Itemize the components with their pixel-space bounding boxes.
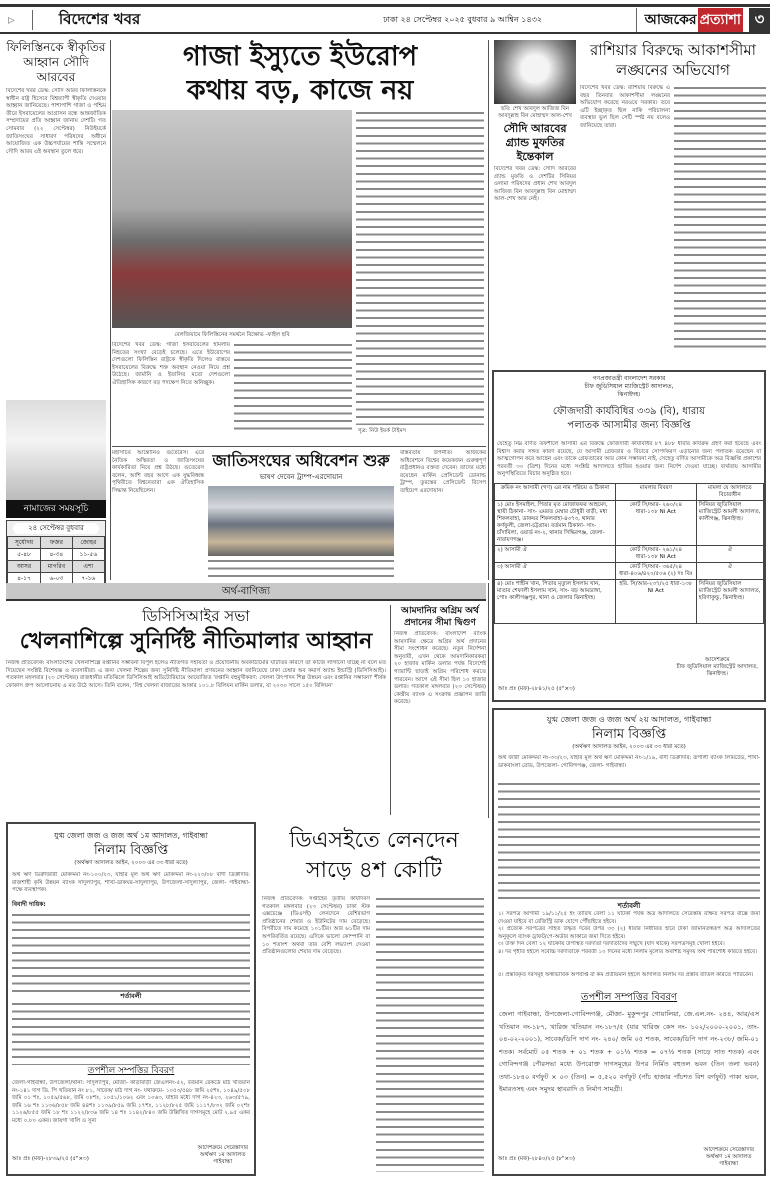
mufti-body: বিদেশের খবর ডেস্ক: সৌদি আরবের গ্র্যান্ড মুফতি ও দেশটির সিনিয়র ওলামা পরিষদের প্রধান শেখ আবদুল আজিজ বিন আবদুল্লাহ বিন মোহাম্মদ আল-শেখ আর নেই। [494, 166, 576, 203]
gaza-body-col1: বিদেশের খবর ডেস্ক: গাজা ইসরায়েলের হামলায় নিহতের সংখ্যা বেড়েই চলেছে। এতে ইউরোপের দেশগুলো ফিলিস্তিন রাষ্ট্রকে স্বীকৃতি দিলেও বাস্তবে ইসরায়েলের বিরুদ্ধে শক্ত অবস্থান নেওয়া নিয়ে প্রশ্ন উঠেছে। জার্মানি ও ইতালির মতো দেশগুলো ঐতিহাসিক কারণে বড় পদক্ষেপ নিতে অনিচ্ছুক। [112, 342, 230, 386]
condition-item: ১। সরপত্র আগামী ১৯/১১/২৫ ইং তারিখ বেলা ১১ ঘটিকা পর্যন্ত অত্র আদালতে সেরেস্তায় রক্ষিত সরপত্র বাক্সে জমা দেওয়া যাইবে বা রেজিস্ট্রি ডাক যোগে পৌঁছাইতে হইবে। [498, 911, 760, 925]
auction2-schedule: জেলা গাইবান্ধা, উপজেলা-গোবিন্দগঞ্জ, মৌজা- মুকুন্দপুর গোয়ালিয়া, জে.এল.নং- ২৪৪, আর/এস খতিয়ান নং-১৮৭, খারিজ খতিয়ান নং-১৮৭/৫ (যার খারিজ কেস নং- ১০২/২০০০-২০০১, তাং- ০৪-০২-২০০১), সাবেক/ডিপি দাগ নং- ২৪০/ জমি ০৫ শতক, সাবেক/ডিপি দাগ নং-২৩৮/ জমি-০১ শতক। সর্বমোট ০৫ শতক + ০১ শতক + ০১½ শতক = ০৭½ শতক (সাড়ে সাত শতক) এবং গোবিন্দগঞ্জ পৌরসভা মধ্যে উপরোক্ত দাগসমূহের উপর নির্মিত বহুতল ভবন (তিন তলা ভবন) তথা-১৮৪০ বর্গফুট × ০৩ (তিন) = ৫,৫২০ বর্গফুট (পাঁচ হাজার পাঁচশত বিশ বর্গফুট) পাকা ভবন, ইমারতসহ এবং সমুদয় স্থাবরাদি ও নির্মাণ সামগ্রী। [499, 1010, 759, 1093]
mufti-article [494, 122, 576, 366]
dcci-article [6, 605, 386, 657]
court-notice-title1: ফৌজদারী কার্যবিধির ৩৩৯ (বি), ধারায় [552, 406, 706, 417]
auction1-court: যুগ্ম জেলা জজ ও জজ অর্থ ১ম আদালত, গাইবান্ধা [54, 831, 208, 840]
dse-article [262, 826, 486, 886]
prayer-title: নামাজের সময়সূচি [6, 500, 106, 518]
signature-line: চীফ জুডিসিয়াল ম্যাজিস্ট্রেট আদালত, [676, 664, 758, 670]
table-header: মামলা যে আদালতে বিচারাধীন [696, 484, 763, 501]
gaza-body-col3 [356, 110, 484, 425]
accused-cell: ৪) মোঃ শাহীন খান, পিতার মৃত্যুল ইসলাম খান, মাতার শেফালী ইসলাম খান, সাং- বড় আমডাঙ্গা, পোঃ কালীগঞ্জপুর, থানা ও জেলার ঝিনাইদহ। [495, 580, 616, 624]
court-notice [492, 370, 766, 702]
dse-body-col1: নিজস্ব প্রতিবেদক: সপ্তাহের তৃতীয় কার্যদিবস গতকাল মঙ্গলবার (২৩ সেপ্টেম্বর) ঢাকা স্টক এক্সচেঞ্জে (ডিএসই) লেনদেনে বেশিরভাগ প্রতিষ্ঠানের শেয়ার ও ইউনিটের দাম বেড়েছে। বিপরীতে দাম কমেছে ১০১টির। আর ৬১টির দাম অপরিবর্তিত রয়েছে। এদিকে ভালো কোম্পানি বা ১০ শতাংশ অথবা তার বেশি লভ্যাংশ দেওয়া প্রতিষ্ঠানগুলোর শেয়ার দাম বেড়েছে। [262, 896, 370, 956]
signature-line: গাইবান্ধা [719, 1161, 739, 1167]
signature-line: ঝিনাইদহ। [706, 671, 728, 677]
auction1-schedule-title: তপশীল সম্পত্তির বিবরণ [87, 1066, 175, 1076]
russia-body-col2 [674, 85, 766, 350]
column-divider [488, 40, 489, 580]
gaza-photo-caption: বেলজিয়ামে ফিলিস্তিনের সমর্থনে বিক্ষোভ -ফাইল ছবি [174, 332, 290, 338]
gaza-body-col2 [234, 342, 352, 432]
auction-notice-1 [6, 822, 256, 1176]
signature-line: আদেশক্রমে [704, 657, 730, 663]
court-authority-line3: ঝিনাইদহ। [617, 391, 641, 398]
auction2-subtitle: (অর্থঋণ আদালত আইন, ২০০৩ এর ৩৩ ধারা মতে) [572, 744, 686, 750]
dcci-kicker: ডিসিসিআইর সভা [142, 607, 250, 625]
auction2-conditions [498, 911, 760, 987]
russia-article [580, 40, 766, 80]
accused-cell: ১) মোঃ ইসমাইল, পিতার মৃত মোজাফফর আহমেদ, স্থায়ী ঠিকানা- সাং- এমরত মেম্বার চৌধুরী বাড়ী, মধ্য শিকলবাহা, ডাকঘর শিকলবাহা-৪৩৭৩, থানার কর্ণফুলী, জেলা-চট্টগ্রাম। বর্তমান ঠিকানা- সাং- চাঁদাবিলা, ওয়ার্ড নং-২, থানার সিদ্ধিরগঞ্জ, জেলা- নারায়ণগঞ্জ। [495, 501, 616, 546]
gaza-source: সূত্র: নিউ ইয়র্ক টাইমস [358, 428, 407, 434]
auction1-schedule: জেলা-গাইবান্ধা, উপজেলা/থানা: সাদুল্যাপুর, মৌজা- কাড়াবাড়ী জেএলনং-৫২, বর্তমান রেকর্ডে মাঠ খতিয়ান নং-১৪১ দাগ ডি. পি খতিয়ান নং ৮১, সাবেক/ মাঠ দাগ নং- যথাক্রমে- ১০৫৩/৫৪৮ জমি ২৫শঃ, ১০৪৯/৫০৮ জমি ০১ শঃ, ১০৫৯/৫৬৮, জমি ০৮শঃ, ১০৫১/১০৬২ এবং ১০৬৩, যাহার মধ্যে দাগ নং-৪২৩, ২৬৩/৫৭৯, জমি ১৬ শঃ ১১৩৬/৮৫৮ জমি ৪৪শঃ ১১৩৯/৮৫৯ জমি ১৭শঃ, ১১২৮/৮২৫ জমি ১১১৭/৮৩২ জমি ০২শঃ ১১২৬/৮৫৫ জমি ১৮ শঃ ১১২২/৮৩৬ জমি ১৪ শঃ ১১৪২/৮৪০ জমি উল্লিখিত দাগসমূহে মোট ২.৯৫ একর মধ্যে ০.৮০ একর। জায়গা খালি ও সুন্য [12, 1080, 250, 1124]
auction2-schedule-title: তপশীল সম্পত্তির বিবরণ [580, 992, 678, 1003]
prayer-name: ফজর [41, 537, 73, 549]
russia-body-col1: বিদেশের খবর ডেস্ক: রাশিয়ার বিরুদ্ধে এ বছর তিনবার আকাশসীমা লঙ্ঘনের অভিযোগ করেছে নরওয়ে সরকার। তবে এটি ইচ্ছাকৃত ছিল নাকি পরিচালনা ব্যবস্থার ভুল ছিল সেটি স্পষ্ট নয় বলেও জানিয়েছে তারা। [580, 85, 670, 129]
un-headline: জাতিসংঘের অধিবেশন শুরু [212, 451, 390, 470]
un-body-right: বাস্তবতায় উপনীত। আজকের অধিবেশনে বিশ্বের কয়েকজন গুরুত্বপূর্ণ রাষ্ট্রপ্রধানও বক্তব্য দেবেন। তাদের মধ্যে রয়েছেন মার্কিন প্রেসিডেন্ট ডোনাল্ড ট্রাম্প, তুরস্কের প্রেসিডেন্ট রিসেপ তাইয়েপ এরদোয়ান। [400, 450, 486, 494]
signature-line: অর্থঋণ ১ম আদালত [200, 1152, 246, 1158]
dcci-body: নিজস্ব প্রতিবেদক: বাংলাদেশের খেলনাশিল্পে রপ্তানির সম্ভাবনা বিপুল হলেও নীতিগত সহায়তা ও প্রয়োজনীয় অবকাঠামোর ঘাটতির কারণে তা কাজে লাগানো যাচ্ছে না বলে মত দিয়েছেন সংশ্লিষ্ট বিশেষজ্ঞ ও ব্যবসায়ীরা। এ জন্য খেলনা শিল্পের জন্য সুনির্দিষ্ট নীতিমালা প্রণয়নের আহ্বান জানিয়েছে ঢাকা চেম্বার অব কমার্স অ্যান্ড ইন্ডাস্ট্রি (ডিসিসিআই)। গতকাল মঙ্গলবার (২৩ সেপ্টেম্বর) রাজধানীর মতিঝিলে ডিসিসিআই অডিটোরিয়ামে আয়োজিত 'রপ্তানি বহুমুখীকরণ: খেলনা উৎপাদন শিল্প উন্নয়ন এবং রপ্তানির সম্ভাবনা' শীর্ষক ফোকাস গ্রুপ আলোচনায় এ মত উঠে আসে। তিনি বলেন, 'বিশ্ব খেলনা বাজারের আকার ১০১.৮ বিলিয়ন মার্কিন ডলার, যা ২০৩০ সালে ১৫০ বিলিয়ন' [6, 660, 386, 689]
column-divider [390, 605, 391, 815]
case-cell: কোর্ট সি/আর- ৩৬৫/২৪ ধারা-৪০৬/৪২০/৫০৬ (২) দঃ বিঃ [616, 563, 697, 580]
table-row [495, 580, 764, 624]
column-divider [488, 583, 489, 818]
court-authority-line2: চীফ জুডিসিয়াল ম্যাজিস্ট্রেট আদালত, [584, 383, 674, 390]
prayer-time: ৪-১৭ [8, 573, 41, 585]
prayer-name: আসর [8, 561, 41, 573]
masthead-logo [636, 8, 743, 32]
table-row [495, 501, 764, 546]
brand-prefix: আজকের [644, 12, 697, 28]
signature-line: গাইবান্ধা [213, 1159, 233, 1165]
auction1-title: নিলাম বিজ্ঞপ্তি [93, 843, 169, 858]
business-section-banner: অর্থ-বাণিজ্য [6, 583, 486, 601]
prayer-time: ৬-০৩ [41, 573, 73, 585]
un-body-left: মহাসচিব আন্তোনিও গুতেরেস। এরে নৈতিক অস্থিরতা ও জাতিসংঘের কার্যকারিতা নিয়ে প্রশ্ন উঠছে। গুতেরেস বলেন, আশি বছর আগে এক যুদ্ধবিধ্বস্ত পৃথিবীতে বিশ্বনেতারা এক ঐতিহাসিক সিদ্ধান্ত নিয়েছিলেন। [112, 450, 204, 494]
court-signature [677, 657, 758, 678]
dse-body-col2 [376, 896, 484, 1172]
prayer-time: ৪-৩৪ [41, 549, 73, 561]
auction1-intro: অর্থ ঋণ ডিক্রীজারী মোকদ্দমা নং-১০০/২৩, যাহার মূল অর্থ ঋণ মোকদ্দমা নং-২২৩/০৮ বাদী ডিক্রীদার: রাজশাহী কৃষি উন্নয়ন ব্যাংক সাদুল্যাপুর, শাখা-ডাকঘর-সাদুল্যাপুর, উপজেলা-সাদুল্যাপুর, জেলা- গাইবান্ধা-পক্ষে ব্যবস্থাপক। [12, 872, 250, 894]
condition-item: ২। প্রত্যেক সরপত্রের সহিত উদ্ধৃত দরের উপর ৩৩ (২) ধারার নির্ধারিত হারে টাকা জামানতস্বরূপ অত্র আদালতের অনুকূলে ব্যাংক ড্রাফট/পে-অর্ডার আকারে জমা দিতে হইবে। [498, 926, 760, 940]
mufti-photo-caption: ছবি: শেখ আবদুল আজিজ বিন আবদুল্লাহ বিন মোহাম্মদ আল-শেখ [498, 106, 572, 119]
gaza-headline-line2: কথায় বড়, কাজে নয় [186, 75, 414, 106]
mosque-photo [6, 400, 106, 500]
auction1-signature [197, 1145, 248, 1166]
gaza-article [115, 40, 485, 108]
court-cell: সিনিয়র জুডিসিয়াল ম্যাজিস্ট্রেট আমলী আদালত, কালীগঞ্জ, ঝিনাইদহ। [696, 501, 763, 546]
saudi-call-headline: ফিলিস্তিনকে স্বীকৃতির আহ্বান সৌদি আরবের [6, 40, 106, 84]
dse-headline-line1: ডিএসইতে লেনদেন [289, 828, 459, 853]
dcci-headline: খেলনাশিল্পে সুনির্দিষ্ট নীতিমালার আহ্বান [19, 629, 373, 654]
auction1-subtitle: (অর্থঋণ আদালত আইন, ২০০৩ এর ৩৩ ধারা মতে) [74, 860, 188, 866]
auction1-conditions [12, 1001, 250, 1065]
prayer-date: ২৪ সেপ্টেম্বর বুধবার [13, 523, 99, 534]
auction2-details [498, 781, 760, 901]
auction1-debtor-details [12, 912, 250, 992]
prayer-time: ৫-৪৮ [8, 549, 41, 561]
prayer-name: মাগরিব [41, 561, 73, 573]
prayer-name: সূর্যোদয় [8, 537, 41, 549]
un-article [206, 450, 396, 482]
signature-line: অর্থঋণ ১ম আদালত [706, 1154, 752, 1160]
accused-cell: ৩) আসামী ঐ [495, 563, 616, 580]
condition-item: ৩। উক্ত দিন বেলা ১২ ঘটিকায় উপস্থিত দরদাতা দরদাতাদের সম্মুখে (যদি থাকে) সরপত্রসমূহ খোলা হইবে। [498, 941, 725, 947]
page-header [0, 8, 770, 34]
signature-line: আদেশক্রমে সেরেস্তাদার [703, 1147, 754, 1153]
court-cell: ঐ [696, 546, 763, 563]
import-article [394, 605, 486, 814]
russia-headline-line2: লঙ্ঘনের অভিযোগ [616, 61, 730, 79]
court-notice-title2: পলাতক আসামীর জন্য বিজ্ঞপ্তি [567, 420, 691, 431]
auction-notice-2 [492, 708, 766, 1176]
auction2-ref: আঃ প্রঃ (মফ)-২৮৪০/২৫ (৮"×৩) [498, 1156, 575, 1162]
table-row [495, 563, 764, 580]
table-header: মামলার বিবরণ [616, 484, 697, 501]
prayer-name: জোহর [72, 537, 104, 549]
issue-date: ঢাকা ২৪ সেপ্টেম্বর ২০২৫ বুধবার ৯ আশ্বিন ১৪৩২ [383, 14, 543, 24]
prayer-time: ৭-১৬ [72, 573, 104, 585]
dse-headline-line2: সাড়ে ৪শ কোটি [306, 858, 442, 883]
section-title: বিদেশের খবর [58, 9, 141, 28]
auction1-ref: আঃ প্রঃ (মফ)-২৮৩৯/২৫ (৫"×৩) [12, 1156, 89, 1162]
case-cell: কোর্ট সি/আর- ২৬১/২৪ ধারা-১৩৮ Ni Act [616, 546, 697, 563]
court-authority-line1: গণপ্রজাতন্ত্রী বাংলাদেশ সরকার [592, 375, 666, 382]
auction2-title: নিলাম বিজ্ঞপ্তি [591, 727, 667, 742]
brand-suffix: প্রত্যাশা [698, 8, 743, 32]
case-cell: হরি. সি/আর-২৩৭/২৫ ধারা-১৩৮ Ni Act [616, 580, 697, 624]
un-body-bottom [208, 558, 394, 578]
case-cell: কোর্ট সি/আর- ২৬০/২৪ ধারা-১৩৮ Ni Act [616, 501, 697, 546]
prayer-time: ১১-৫৬ [72, 549, 104, 561]
import-headline: আমদানির অগ্রিম অর্থ প্রদানের সীমা দ্বিগুণ [401, 606, 479, 628]
auction1-conditions-title: শর্তাবলী [120, 992, 142, 1000]
prayer-table [7, 536, 105, 585]
saudi-call-body: বিদেশের খবর ডেস্ক: সৌদি আরব ফিলিস্তিনকে স্বাধীন রাষ্ট্র হিসেবে বিশ্বব্যাপী স্বীকৃতি দেওয়ার আহ্বান জানিয়েছে। পাশাপাশি গাজা ও পশ্চিম তীরে ইসরায়েলের আগ্রাসন বন্ধে আন্তর্জাতিক সম্প্রদায়ের প্রতি আহ্বান জানায় দেশটি। গত সোমবার (২২ সেপ্টেম্বর) নিউইয়র্কে জাতিসংঘের সাধারণ পরিষদের অধীনে আয়োজিত এক উচ্চপর্যায়ের শান্তি সম্মেলনে সৌদি আরব এই অবস্থান তুলে ধরে। [6, 88, 106, 155]
gaza-headline-line1: গাজা ইস্যুতে ইউরোপ [182, 41, 418, 72]
auction2-signature [703, 1147, 754, 1168]
gaza-protest-photo [112, 110, 352, 328]
prayer-times-box [6, 520, 106, 586]
condition-item: ৪। দর গৃহীত হইলে সর্বোচ্চ দরদাতাকে পরবর্তী ১০ দিনের মধ্যে নিলাম মূল্যের অবশিষ্ট সমুদয় অর্থ পরিশোধ করিতে হইবে। [498, 949, 758, 955]
page-arrow-icon: ▹ [8, 10, 33, 30]
un-subhead: ভাষণ দেবেন ট্রাম্প-এরদোয়ান [259, 473, 343, 481]
auction1-debtor-title: বিবাদী দায়িক: [12, 901, 46, 908]
import-body: নিজস্ব প্রতিবেদক: বাংলাদেশ ব্যাংক আমদানির ক্ষেত্রে অগ্রিম অর্থ প্রদানের সীমা সংশোধন করেছে। নতুন নির্দেশনা অনুযায়ী, এখন থেকে আমদানিকারকরা ২০ হাজার মার্কিন ডলার পর্যন্ত বিদেশেই গ্যারান্টি ছাড়াই অগ্রিম পরিশোধ করতে পারবেন। আগে এই সীমা ছিল ১০ হাজার ডলার। গতকাল মঙ্গলবার (২৩ সেপ্টেম্বর) কেন্দ্রীয় ব্যাংক এ সংক্রান্ত প্রজ্ঞাপন জারি করেছে। [394, 631, 486, 706]
signature-line: আদেশক্রমে সেরেস্তাদার [197, 1145, 248, 1151]
row-divider [112, 446, 486, 447]
column-divider [110, 40, 111, 580]
court-ref: আঃ প্রঃ (মফ)-২৮৪১/২৫ (৫"×৩) [498, 686, 575, 692]
auction2-conditions-title: শর্তাবলী [617, 902, 641, 910]
mufti-headline: সৌদি আরবের গ্র্যান্ড মুফতির ইন্তেকাল [503, 122, 567, 163]
russia-headline-line1: রাশিয়ার বিরুদ্ধে আকাশসীমা [589, 41, 756, 59]
court-notice-body: যেহেতু নিম্ন বর্ণিত তফশীলে আসামী এর বিরুদ্ধে ফৌজদারী কার্যবিধির ৮৭ ৪৮৮ ধারার কার্যক্রম গ্রহণ করা হয়েছে এবং বিশ্বাস করার সঙ্গত কারণ রয়েছে, যে আসামী গ্রেফতার ও বিচারে সোপর্দকরণ এড়ানোর জন্য পলাতক রয়েছেন বা আত্মগোপন করে আছেন এবং তাকে গ্রেফতারের আর কোন সম্ভাবনা নাই, সেহেতু বর্ণিত আসামীকে অত্র বিজ্ঞপ্তি প্রকাশের পরবর্তী ৩০ (ত্রিশ) দিনের মধ্যে সংশ্লিষ্ট আদালতে হাজির হওয়ার জন্য নির্দেশ দেওয়া যাচ্ছে। ব্যর্থতায় আসামীর অনুপস্থিতিতে বিচার অনুষ্ঠিত হবে। [497, 441, 761, 478]
court-cell: ঐ [696, 563, 763, 580]
table-header: ক্রমিক নং আসামী (গণ) এর নাম পরিচয় ও ঠিকানা [495, 484, 616, 501]
condition-item: ৫। প্রস্তাবকৃত দরসমূহ অস্বাভাবিক অপর্যাপ্ত বা কম প্রতীয়মান হইলে আদালত নিলাম দর প্রস্তাব বাতিল করিতে পারিবেন। [498, 972, 754, 978]
table-row [495, 546, 764, 563]
saudi-call-article [6, 40, 106, 378]
prayer-name: এশা [72, 561, 104, 573]
page-number: ৩ [749, 8, 770, 33]
un-assembly-photo [208, 486, 394, 556]
accused-table [494, 483, 764, 624]
mufti-photo [494, 40, 576, 104]
court-cell: সিনিয়র জুডিসিয়াল ম্যাজিস্ট্রেট আমলী আদালত, হরিণাকুন্ডু, ঝিনাইদহ। [696, 580, 763, 624]
auction2-intro: অর্থ জারী মোকদ্দমা নং-৩৩/২৩, যাহার মূল অর্থ ঋণ মোকদ্দমা নং-১/১৯, বাদী ডিক্রীদার: রূপালী ব্যাংক লিমিটেড, শাখা- ডাকবাংলা রোড, উপজেলা- গোবিন্দগঞ্জ, জেলা- গাইবান্ধা। [498, 755, 760, 769]
accused-cell: ২) আসামী ঐ [495, 546, 616, 563]
auction2-court: যুগ্ম জেলা জজ ও জজ অর্থ ২য় আদালত, গাইবান্ধা [546, 715, 712, 724]
